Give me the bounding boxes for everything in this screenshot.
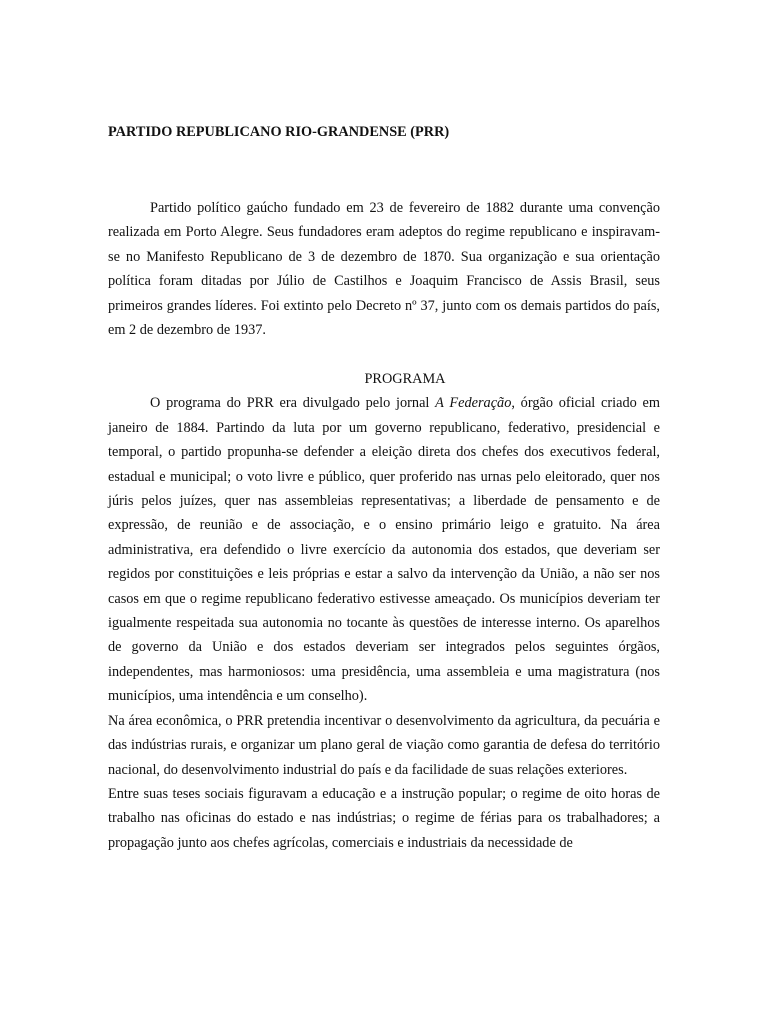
programa-p1-before: O programa do PRR era divulgado pelo jornal	[150, 395, 436, 412]
intro-section	[108, 196, 660, 342]
section-heading: PROGRAMA	[364, 371, 446, 387]
newspaper-name: A Federação	[435, 395, 512, 412]
programa-section	[108, 367, 660, 855]
intro-paragraph: Partido político gaúcho fundado em 23 de fevereiro de 1882 durante uma convenção realizada em Porto Alegre. Seus fundadores eram adeptos do regime republicano e inspiravam-se no Manifesto Republicano de 3 de dezembro de 1870. Sua organização e sua orientação política foram ditadas por Júlio de Castilhos e Joaquim Francisco de Assis Brasil, seus primeiros grandes líderes. Foi extinto pelo Decreto nº 37, junto com os demais partidos do país, em 2 de dezembro de 1937.	[108, 200, 660, 339]
programa-paragraph-1	[108, 391, 660, 708]
programa-p1-after: , órgão oficial criado em janeiro de 1884. Partindo da luta por um governo republicano, federativo, presidencial e temporal, o partido propunha-se defender a eleição direta dos chefes dos executivos federal, estadual e municipal; o voto livre e público, quer proferido nas urnas pelo eleitorado, quer nos júris pelos juízes, quer nas assembleias representativas; a liberdade de pensamento e de expressão, de reunião e de associação, e o ensino primário leigo e gratuito. Na área administrativa, era defendido o livre exercício da autonomia dos estados, que deveriam ser regidos por constituições e leis próprias e estar a salvo da intervenção da União, a não ser nos casos em que o regime republicano federativo estivesse ameaçado. Os municípios deveriam ter igualmente respeitada sua autonomia no tocante às questões de interesse interno. Os aparelhos de governo da União e dos estados deveriam ser integrados pelos seguintes órgãos, independentes, mas harmoniosos: uma presidência, uma assembleia e uma magistratura (nos municípios, uma intendência e um conselho).	[108, 395, 660, 705]
document-title: PARTIDO REPUBLICANO RIO-GRANDENSE (PRR)	[108, 124, 450, 140]
programa-paragraph-3: Entre suas teses sociais figuravam a educação e a instrução popular; o regime de oito horas de trabalho nas oficinas do estado e nas indústrias; o regime de férias para os trabalhadores; a propagação junto aos chefes agrícolas, comerciais e industriais da necessidade de	[108, 785, 660, 851]
programa-paragraph-2: Na área econômica, o PRR pretendia incentivar o desenvolvimento da agricultura, da pecuária e das indústrias rurais, e organizar um plano geral de viação como garantia de defesa do território nacional, do desenvolvimento industrial do país e da facilidade de suas relações exteriores.	[108, 712, 660, 778]
